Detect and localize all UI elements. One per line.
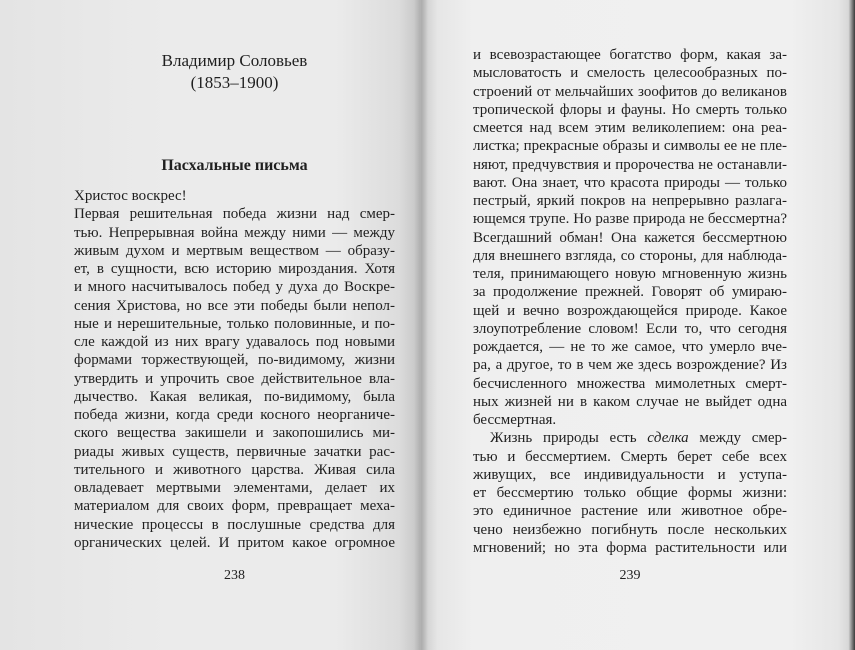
text-line: это единичное растение или животное обре- xyxy=(473,503,787,520)
text-line: дычество. Какая великая, по-видимому, была xyxy=(74,388,395,405)
text-line: нические процессы в послушные средства для xyxy=(74,516,395,533)
text-line: органических целей. И притом какое огромное xyxy=(74,534,395,551)
text-line: бессмертная. xyxy=(473,412,557,428)
text-line: тью. Непрерывная война между ними — между xyxy=(74,224,395,241)
text-segment: между смер- xyxy=(688,430,788,447)
author-years: (1853–1900) xyxy=(190,73,279,92)
text-line: ет, в сущности, всю историю мироздания. Хотя xyxy=(74,261,395,277)
italic-emphasis: сделка xyxy=(647,430,689,447)
text-line: бесчисленного множества мимолетных смерт- xyxy=(473,375,787,392)
text-line: листка; прекрасные образы и символы ее не пле- xyxy=(473,138,787,155)
text-line: ра, а другое, то в чем же здесь возрождение? Из xyxy=(473,357,787,374)
text-line: ет бессмертию только общие формы жизни: xyxy=(473,485,787,501)
text-line: риады живых существ, первичные зачатки рас- xyxy=(74,443,395,460)
text-line: утвердить и упрочить свое действительное вла- xyxy=(74,370,395,387)
text-line: ные и нерешительные, только половинные, и по- xyxy=(74,315,395,332)
text-line: тью и бессмертием. Смерть берет себе всех xyxy=(473,448,787,465)
text-line: строений от мельчайших зоофитов до великанов xyxy=(473,83,787,100)
author-name: Владимир Соловьев xyxy=(161,51,308,70)
text-line: материалом для своих форм, превращает меха- xyxy=(74,498,395,515)
text-line: ющемся трупе. Но разве природа не бессмертна? xyxy=(473,211,787,228)
text-line: ных жизней ни в каком случае не выйдет одна xyxy=(473,393,787,410)
text-line: няют, предчувствия и пророчества не останавли- xyxy=(473,156,787,173)
text-line: тительного и животного царства. Живая сила xyxy=(74,461,395,478)
text-line: ского вещества закишели и закопошились ми- xyxy=(74,425,395,442)
left-page xyxy=(0,0,420,650)
text-line: чено неизбежно погибнуть после нескольких xyxy=(473,521,787,538)
text-line: теля, принимающего новую мгновенную жизнь xyxy=(473,266,787,282)
paragraph-first-line xyxy=(473,429,787,447)
book-gutter xyxy=(414,0,428,650)
text-line: вают. Она знает, что красота природы — только xyxy=(473,174,787,191)
text-line: пестрый, яркий покров на непрерывно разлага- xyxy=(473,193,787,209)
text-line: тропической флоры и фауны. Но смерть только xyxy=(473,101,787,118)
text-line: злоупотребление словом! Если то, что сегодня xyxy=(473,320,787,337)
text-line: Первая решительная победа жизни над смер- xyxy=(74,206,395,223)
text-line: Христос воскрес! xyxy=(74,188,187,204)
text-line: для внешнего взгляда, со стороны, для наблюда- xyxy=(473,247,787,264)
text-line: рождается, — не то же самое, что умерло вче- xyxy=(473,339,787,355)
text-line: Всегдашний обман! Она кажется бессмертною xyxy=(473,229,787,246)
right-page-text xyxy=(473,46,787,557)
page-number-right: 239 xyxy=(619,568,641,583)
page-number-left: 238 xyxy=(224,568,245,583)
text-line: живым духом и мертвым веществом — образу- xyxy=(74,242,395,259)
text-line: мгновений; но эта форма растительности или xyxy=(473,539,787,556)
left-page-text xyxy=(74,187,395,552)
text-line: победа жизни, когда среди косного неорганиче- xyxy=(74,407,395,423)
text-line: за продолжение прежней. Говорят об умираю- xyxy=(473,284,787,301)
text-line: щей и вечно возрождающейся природе. Какое xyxy=(473,302,787,319)
section-title: Пасхальные письма xyxy=(161,157,308,174)
text-line: живущих, все индивидуальности и уступа- xyxy=(473,466,787,483)
text-line: мысловатость и смелость целесообразных по- xyxy=(473,65,787,82)
text-line: сле каждой из них врагу удавалось под новыми xyxy=(74,334,395,350)
text-line: формами торжествующей, по-видимому, жизни xyxy=(74,352,395,369)
text-line: и всевозрастающее богатство форм, какая за- xyxy=(473,47,787,63)
text-segment: Жизнь природы есть xyxy=(490,430,648,447)
text-line: овладевает мертвыми элементами, делает их xyxy=(74,480,395,496)
text-line: смеется над всем этим великолепием: она реа- xyxy=(473,120,787,136)
text-line: сения Христова, но все эти победы были непол- xyxy=(74,297,395,314)
text-line: и много насчитывалось побед у духа до Воскре- xyxy=(74,279,395,296)
